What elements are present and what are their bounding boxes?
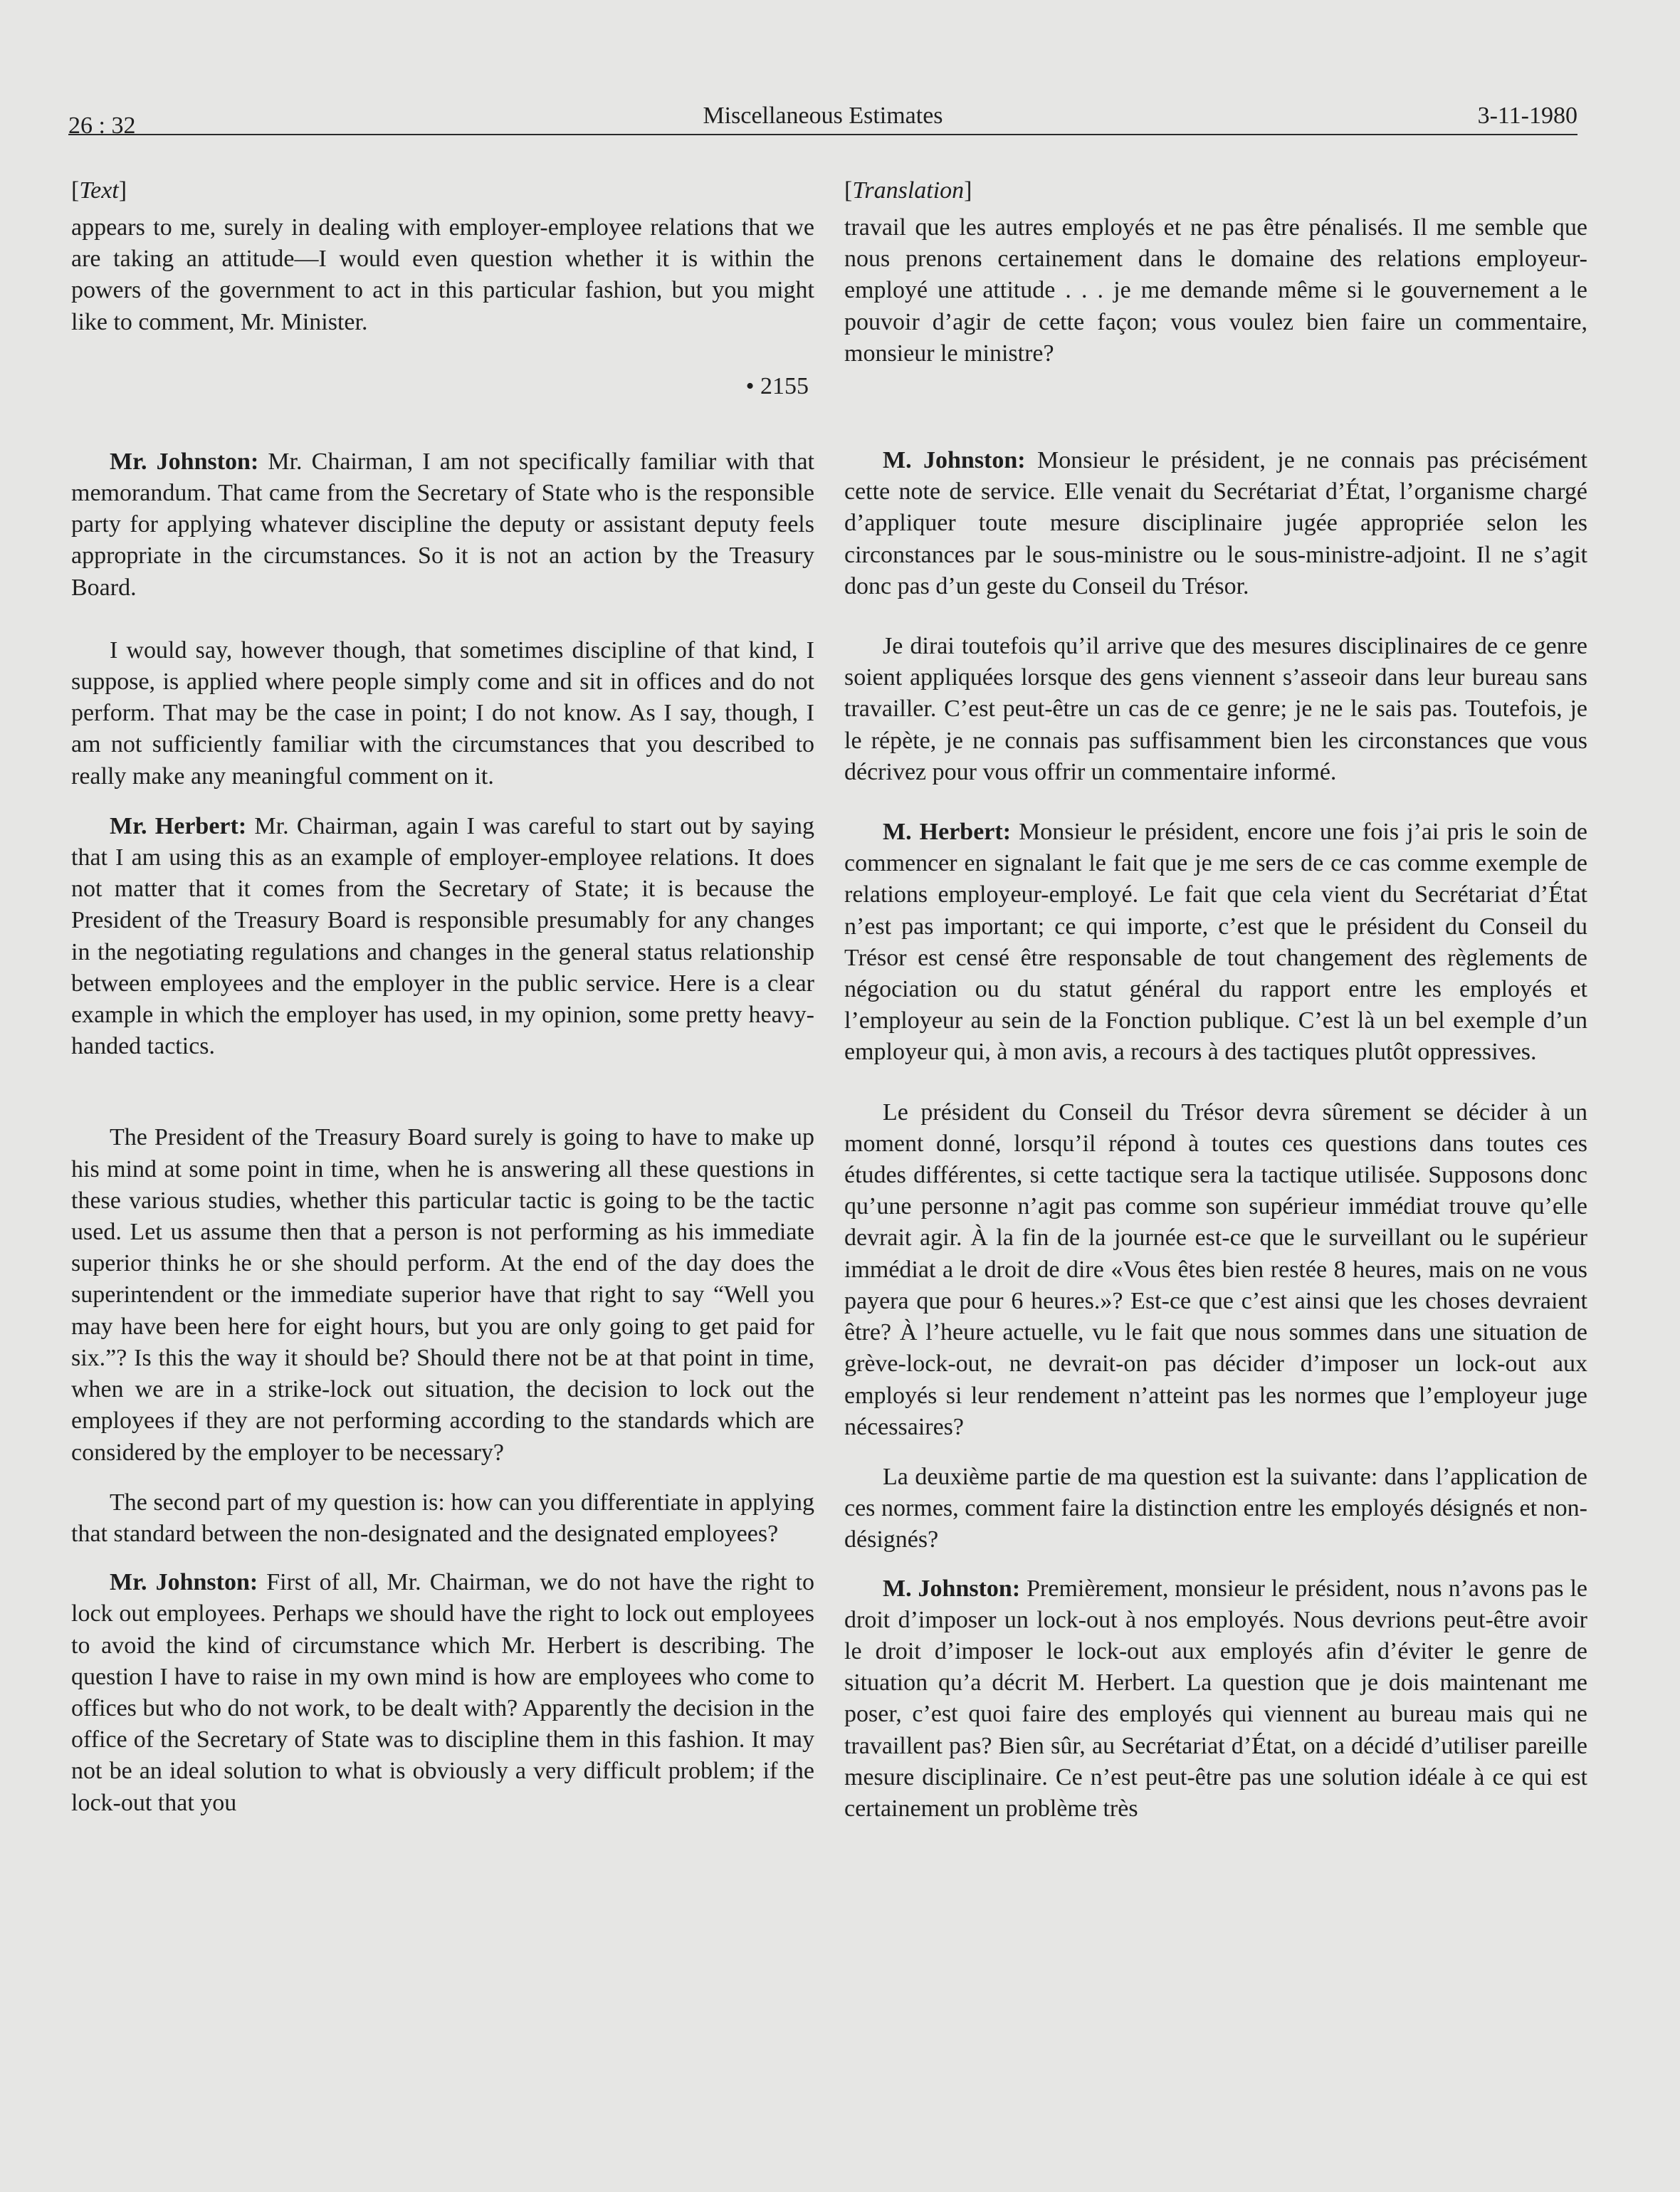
paragraph: M. Johnston: Premièrement, monsieur le président, nous n’avons pas le droit d’imposer un lock-out à nos employés. Nous devrions peut-être avoir le droit d’imposer le lock-out aux employés afin d’éviter le genre de situation qu’a décrit M. Herbert. La question que je dois maintenant me poser, c’est quoi faire des employés qui viennent au bureau mais qui ne travaillent pas? Bien sûr, au Secrétariat d’État, on a décidé d’utiliser pareille mesure disciplinaire. Ce n’est peut-être pas une solution idéale à ce qui est certainement un problème très [844,1575,1587,1822]
paragraph: Mr. Herbert: Mr. Chairman, again I was careful to start out by saying that I am using this as an example of employer-employee relations. It does not matter that it comes from the Secretary of State; it is because the President of the Treasury Board is responsible presumably for any changes in the negotiating regulations and changes in the general status relationship between employees and the employer in the public service. Here is a clear example in which the employer has used, in my opinion, some pretty heavy-handed tactics. [71,812,814,1060]
speaker-name: Mr. Johnston: [110,448,259,475]
time-marker: • 2155 [745,372,809,399]
header-date: 3-11-1980 [1477,103,1577,129]
english-column [71,169,814,1819]
speaker-name: M. Johnston: [883,447,1026,474]
running-header [68,100,1577,139]
paragraph: appears to me, surely in dealing with employer-employee relations that we are taking an attitude—I would even question whether it is within the powers of the government to act in this particular fashion, but you might like to comment, Mr. Minister. [71,214,814,335]
column-label-translation: [Translation] [844,177,972,204]
speaker-name: M. Herbert: [883,819,1012,846]
paragraph: M. Herbert: Monsieur le président, encore une fois j’ai pris le soin de commencer en signalant le fait que je me sers de ce cas comme exemple de relations employeur-employé. Le fait que cela vient du Secrétariat d’État n’est pas important; ce qui importe, c’est que le président du Conseil du Trésor est censé être responsable de tout changement des règlements de négociation ou du statut général du rapport entre les employés et l’employeur au sein de la Fonction publique. C’est là un bel exemple d’un employeur qui, à mon avis, a recours à des tactiques plutôt oppressives. [844,819,1587,1066]
paragraph: The President of the Treasury Board surely is going to have to make up his mind at some point in time, when he is answering all these questions in these various studies, whether this particular tactic is going to be the tactic used. Let us assume then that a person is not performing as his immediate superior thinks he or she should perform. At the end of the day does the superintendent or the immediate superior have that right to say “Well you may have been here for eight hours, but you are only going to get paid for six.”? Is this the way it should be? Should there not be at that point in time, when we are in a strike-lock out situation, the decision to lock out the employees if they are not performing according to the standards which are considered by the employer to be necessary? [71,1124,814,1466]
paragraph: Mr. Johnston: Mr. Chairman, I am not specifically familiar with that memorandum. That came from the Secretary of State who is the responsible party for applying whatever discipline the deputy or assistant deputy feels appropriate in the circumstances. So it is not an action by the Treasury Board. [71,448,814,601]
paragraph: M. Johnston: Monsieur le président, je ne connais pas précisément cette note de service. Elle venait du Secrétariat d’État, l’organisme chargé d’appliquer toute mesure disciplinaire jugée appropriée selon les circonstances par le sous-ministre ou le sous-ministre-adjoint. Il ne s’agit donc pas d’un geste du Conseil du Trésor. [844,447,1587,599]
paragraph: La deuxième partie de ma question est la suivante: dans l’application de ces normes, comment faire la distinction entre les employés désignés et non-désignés? [844,1463,1587,1553]
page-title: Miscellaneous Estimates [703,103,943,129]
paragraph: travail que les autres employés et ne pas être pénalisés. Il me semble que nous prenons certainement dans le domaine des relations employeur-employé une attitude . . . je me demande même si le gouvernement a le pouvoir d’agir de cette façon; vous voulez bien faire un commentaire, monsieur le ministre? [844,214,1587,367]
speaker-name: M. Johnston: [883,1575,1021,1602]
french-column [844,169,1587,1825]
paragraph: Mr. Johnston: First of all, Mr. Chairman, we do not have the right to lock out employees. Perhaps we should have the right to lock out employees to avoid the kind of circumstance which Mr. Herbert is describing. The question I have to raise in my own mind is how are employees who come to offices but who do not work, to be dealt with? Apparently the decision in the office of the Secretary of State was to discipline them in this fashion. It may not be an ideal solution to what is obviously a very difficult problem; if the lock-out that you [71,1569,814,1816]
paragraph: Le président du Conseil du Trésor devra sûrement se décider à un moment donné, lorsqu’il répond à toutes ces questions dans toutes ces études différentes, si cette tactique sera la tactique utilisée. Supposons donc qu’une personne n’agit pas comme son supérieur immédiat trouve qu’elle devrait agir. À la fin de la journée est-ce que le surveillant ou le supérieur immédiat a le droit de dire «Vous êtes bien restée 8 heures, mais on ne vous payera que pour 6 heures.»? Est-ce que c’est ainsi que les choses devraient être? À l’heure actuelle, vu le fait que nous sommes dans une situation de grève-lock-out, ne devrait-on pas décider d’imposer un lock-out aux employés si leur rendement n’atteint pas les normes que l’employeur juge nécessaires? [844,1098,1587,1440]
paragraph: I would say, however though, that sometimes discipline of that kind, I suppose, is applied where people simply come and sit in offices and do not perform. That may be the case in point; I do not know. As I say, though, I am not sufficiently familiar with the circumstances that you described to really make any meaningful comment on it. [71,636,814,790]
column-label-text: [Text] [71,177,127,204]
speaker-name: Mr. Johnston: [110,1569,258,1596]
speaker-name: Mr. Herbert: [110,812,247,839]
paragraph: The second part of my question is: how can you differentiate in applying that standard between the non-designated and the designated employees? [71,1489,814,1547]
page-number: 26 : 32 [68,112,136,139]
paragraph: Je dirai toutefois qu’il arrive que des mesures disciplinaires de ce genre soient appliquées lorsque des gens viennent s’asseoir dans leur bureau sans travailler. C’est peut-être un cas de ce genre; je ne le sais pas. Toutefois, je le répète, je ne connais pas suffisamment bien les circonstances que vous décrivez pour vous offrir un commentaire informé. [844,633,1587,785]
